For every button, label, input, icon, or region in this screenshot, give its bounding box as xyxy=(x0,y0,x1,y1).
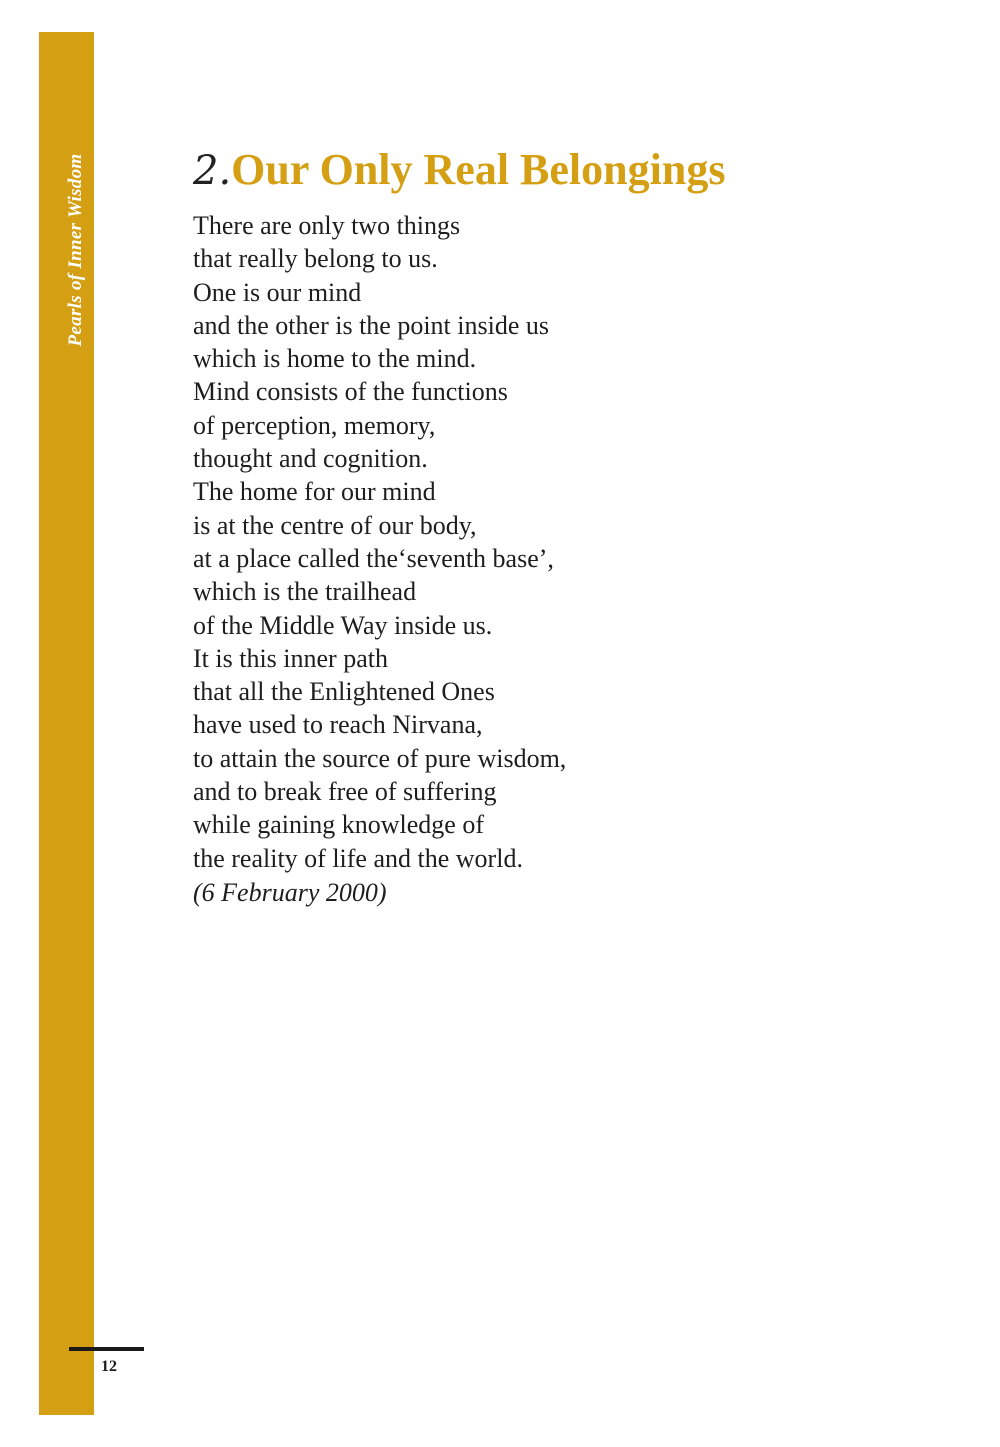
poem-date: (6 February 2000) xyxy=(193,878,387,907)
page-number: 12 xyxy=(101,1358,117,1375)
poem-line: Mind consists of the functions xyxy=(193,377,508,407)
poem-line: while gaining knowledge of xyxy=(193,810,484,840)
poem-line: The home for our mind xyxy=(193,477,436,507)
poem-line: the reality of life and the world. xyxy=(193,843,523,873)
chapter-number: 2. xyxy=(193,148,232,194)
poem-line: is at the centre of our body, xyxy=(193,510,477,540)
poem-line: which is home to the mind. xyxy=(193,344,477,374)
poem-line: of perception, memory, xyxy=(193,410,436,440)
poem-line: at a place called the‘seventh base’, xyxy=(193,543,554,573)
poem-line: One is our mind xyxy=(193,277,362,307)
running-title: Pearls of Inner Wisdom xyxy=(65,153,86,347)
poem-line: have used to reach Nirvana, xyxy=(193,710,483,740)
poem-line: and the other is the point inside us xyxy=(193,310,550,340)
chapter-title: Our Only Real Belongings xyxy=(231,145,726,194)
poem-line: There are only two things xyxy=(193,211,461,240)
poem-line: which is the trailhead xyxy=(193,577,417,607)
poem-line: and to break free of suffering xyxy=(193,777,497,807)
poem-line: It is this inner path xyxy=(193,643,388,673)
poem-line: to attain the source of pure wisdom, xyxy=(193,743,567,773)
poem-line: thought and cognition. xyxy=(193,444,428,474)
poem-line: that all the Enlightened Ones xyxy=(193,677,495,707)
poem-line: of the Middle Way inside us. xyxy=(193,610,493,640)
chapter-heading xyxy=(193,140,725,203)
poem-line: that really belong to us. xyxy=(193,244,438,274)
page-number-rule xyxy=(69,1347,144,1351)
poem-body xyxy=(193,209,566,875)
